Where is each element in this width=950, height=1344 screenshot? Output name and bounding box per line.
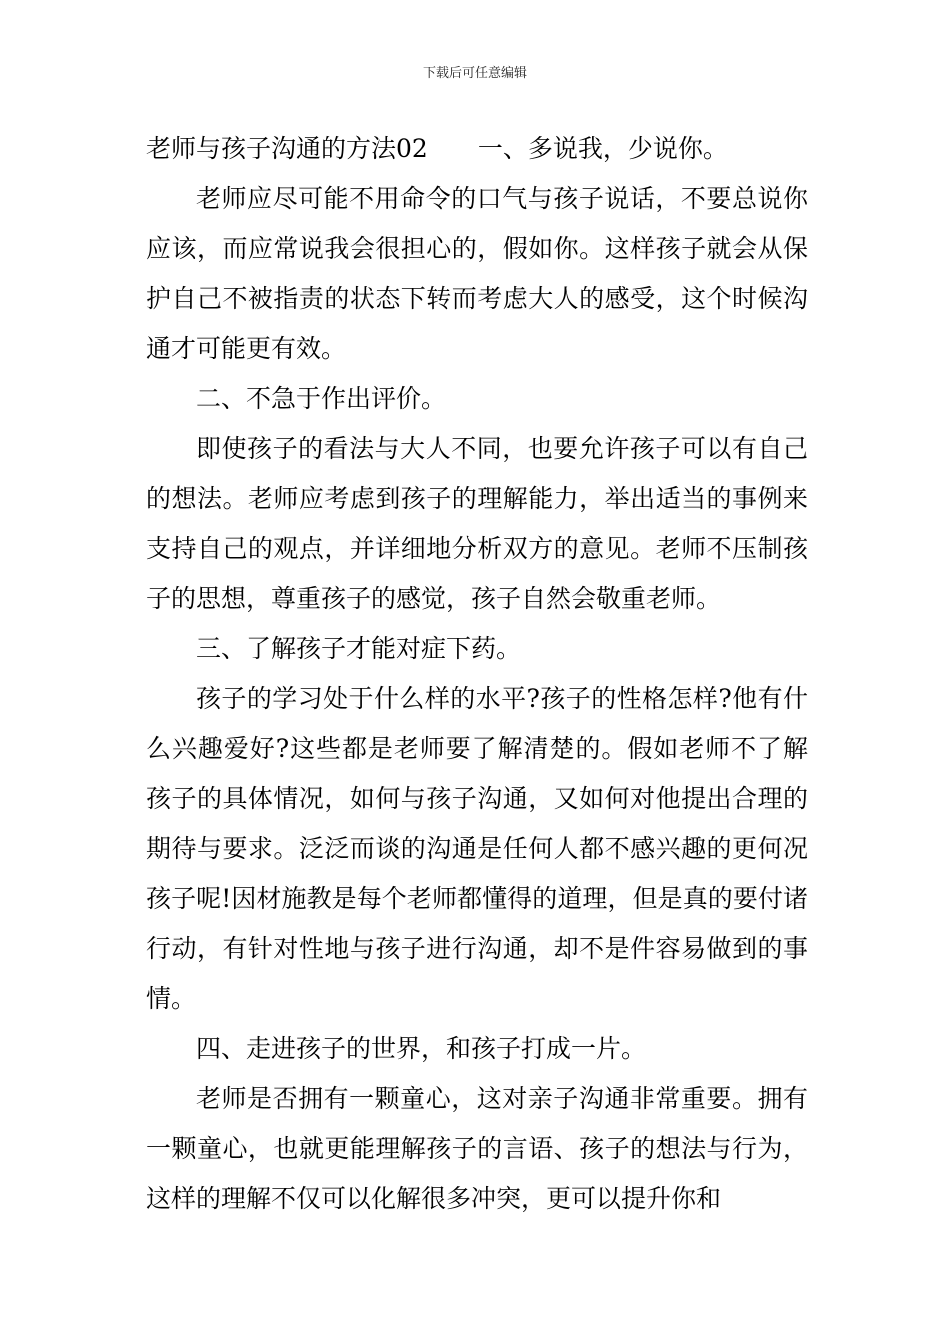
section-heading-4: 四、走进孩子的世界，和孩子打成一片。 <box>196 1034 647 1063</box>
section-heading-3: 三、了解孩子才能对症下药。 <box>196 634 522 663</box>
title-line <box>146 124 808 174</box>
paragraph: 老师应尽可能不用命令的口气与孩子说话，不要总说你应该，而应常说我会很担心的，假如你。这样孩子就会从保护自己不被指责的状态下转而考虑大人的感受，这个时候沟通才可能更有效。 <box>146 184 808 363</box>
document-title: 老师与孩子沟通的方法02 <box>146 134 428 163</box>
section-heading-2: 二、不急于作出评价。 <box>196 384 447 413</box>
paragraph: 即使孩子的看法与大人不同，也要允许孩子可以有自己的想法。老师应考虑到孩子的理解能力，举出适当的事例来支持自己的观点，并详细地分析双方的意见。老师不压制孩子的思想，尊重孩子的感觉，孩子自然会敬重老师。 <box>146 434 808 613</box>
page-header-note: 下载后可任意编辑 <box>422 66 527 81</box>
paragraph: 孩子的学习处于什么样的水平?孩子的性格怎样?他有什么兴趣爱好?这些都是老师要了解清楚的。假如老师不了解孩子的具体情况，如何与孩子沟通，又如何对他提出合理的期待与要求。泛泛而谈的沟通是任何人都不感兴趣的更何况孩子呢!因材施教是每个老师都懂得的道理，但是真的要付诸行动，有针对性地与孩子进行沟通，却不是件容易做到的事情。 <box>146 684 808 1013</box>
section-heading-1: 一、多说我，少说你。 <box>477 134 728 163</box>
document-body <box>146 124 808 1224</box>
paragraph: 老师是否拥有一颗童心，这对亲子沟通非常重要。拥有一颗童心，也就更能理解孩子的言语、孩子的想法与行为，这样的理解不仅可以化解很多冲突，更可以提升你和 <box>146 1084 808 1213</box>
